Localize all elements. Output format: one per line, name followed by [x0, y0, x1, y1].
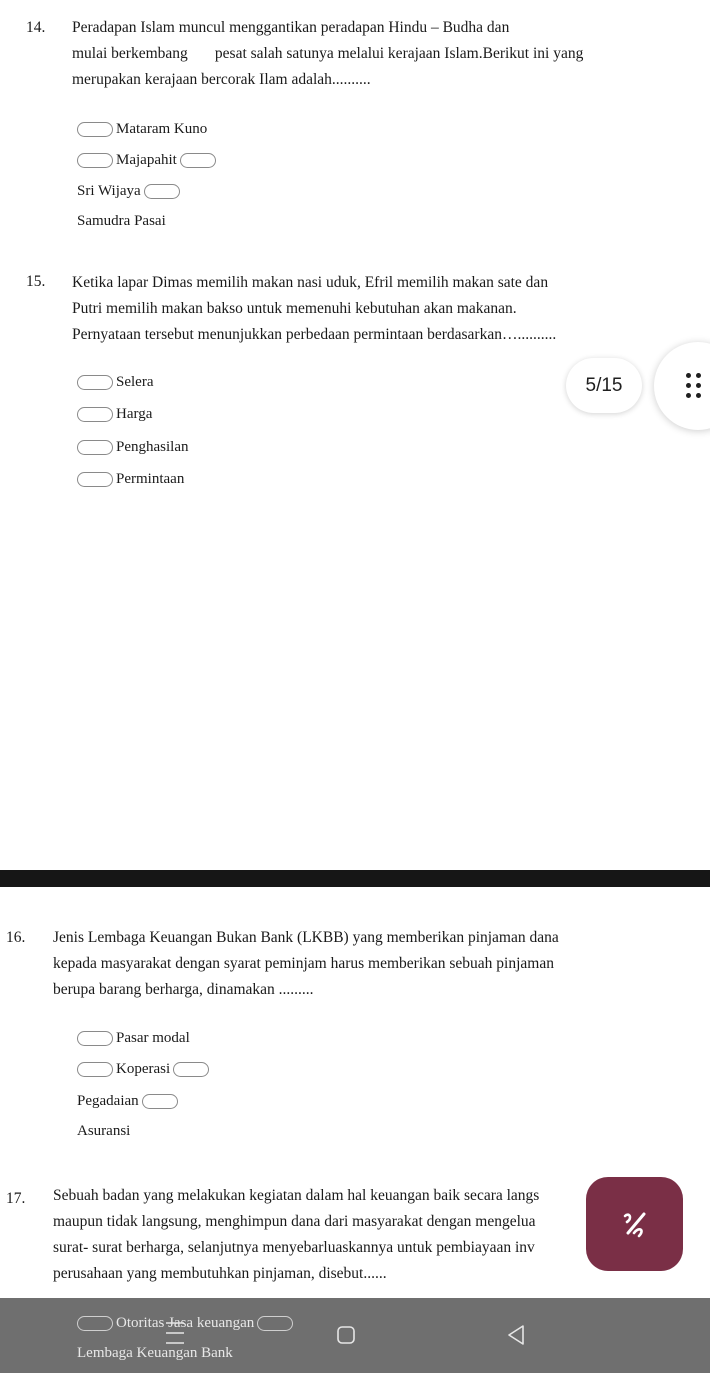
option-item[interactable]	[77, 1093, 178, 1110]
option-item[interactable]	[77, 121, 207, 138]
option-item[interactable]	[77, 1030, 190, 1047]
question-line: Ketika lapar Dimas memilih makan nasi uduk, Efril memilih makan sate dan	[72, 274, 549, 291]
option-item[interactable]	[77, 406, 152, 423]
option-oval-icon	[77, 472, 113, 487]
option-label: Otoritas Jasa keuangan	[116, 1315, 255, 1331]
option-oval-icon	[77, 440, 113, 455]
question-line: kepada masyarakat dengan syarat peminjam harus memberikan sebuah pinjaman	[53, 955, 554, 972]
option-oval-icon	[77, 1316, 113, 1331]
option-oval-icon	[77, 407, 113, 422]
option-oval-icon	[77, 122, 113, 137]
question-16-number: 16.	[6, 929, 26, 946]
menu-lines-icon	[164, 1318, 186, 1348]
question-14-number: 14.	[26, 19, 46, 36]
option-oval-icon	[173, 1062, 209, 1077]
option-item[interactable]	[77, 471, 184, 488]
question-16-text	[53, 925, 559, 1003]
option-label: Sri Wijaya	[77, 183, 141, 199]
question-line: berupa barang berharga, dinamakan .........	[53, 981, 314, 998]
option-label: Permintaan	[116, 471, 185, 487]
home-button[interactable]	[336, 1325, 356, 1345]
option-label: Penghasilan	[116, 439, 189, 455]
question-line: Pernyataan tersebut menunjukkan perbedaan permintaan berdasarkan…..........	[72, 326, 557, 343]
option-label: Pegadaian	[77, 1093, 139, 1109]
question-17-text	[53, 1183, 613, 1287]
option-label: Selera	[116, 374, 154, 390]
recent-apps-button[interactable]	[164, 1318, 186, 1348]
option-oval-icon	[77, 1062, 113, 1077]
option-label: Lembaga Keuangan Bank	[77, 1345, 233, 1361]
option-label: Koperasi	[116, 1061, 171, 1077]
option-oval-icon	[257, 1316, 293, 1331]
option-oval-icon	[142, 1094, 178, 1109]
option-item[interactable]	[77, 374, 153, 391]
home-square-icon	[336, 1325, 356, 1345]
option-item[interactable]	[77, 439, 189, 456]
edit-button[interactable]	[586, 1177, 683, 1271]
question-line: Peradapan Islam muncul menggantikan peradapan Hindu – Budha dan	[72, 19, 510, 36]
option-oval-icon	[144, 184, 180, 199]
page-counter: 5/15	[566, 358, 642, 413]
option-item[interactable]	[77, 152, 216, 169]
option-label: Mataram Kuno	[116, 121, 208, 137]
option-item[interactable]	[77, 1123, 130, 1140]
question-15-text	[72, 270, 556, 348]
question-line: mulai berkembang pesat salah satunya melalui kerajaan Islam.Berikut ini yang	[72, 45, 584, 62]
question-line: Putri memilih makan bakso untuk memenuhi kebutuhan akan makanan.	[72, 300, 517, 317]
option-oval-icon	[180, 153, 216, 168]
question-line: surat- surat berharga, selanjutnya menyebarluaskannya untuk pembiayaan inv	[53, 1239, 535, 1256]
option-item[interactable]	[77, 183, 180, 200]
question-line: perusahaan yang membutuhkan pinjaman, disebut......	[53, 1265, 387, 1282]
option-oval-icon	[77, 375, 113, 390]
option-item[interactable]	[77, 1345, 233, 1362]
grid-dots-icon	[686, 373, 706, 399]
question-line: merupakan kerajaan bercorak Ilam adalah..........	[72, 71, 371, 88]
back-button[interactable]	[506, 1324, 526, 1346]
viewer-menu-button[interactable]	[654, 342, 710, 430]
option-label: Samudra Pasai	[77, 213, 166, 229]
option-oval-icon	[77, 1031, 113, 1046]
option-label: Harga	[116, 406, 153, 422]
question-line: Jenis Lembaga Keuangan Bukan Bank (LKBB) yang memberikan pinjaman dana	[53, 929, 559, 946]
question-14-text	[72, 15, 583, 93]
question-17-number: 17.	[6, 1190, 26, 1207]
option-item[interactable]	[77, 1061, 209, 1078]
option-label: Majapahit	[116, 152, 177, 168]
option-oval-icon	[77, 153, 113, 168]
question-line: Sebuah badan yang melakukan kegiatan dalam hal keuangan baik secara langs	[53, 1187, 540, 1204]
option-label: Asuransi	[77, 1123, 131, 1139]
option-label: Pasar modal	[116, 1030, 190, 1046]
question-15-number: 15.	[26, 273, 46, 290]
system-navigation-bar	[0, 1298, 710, 1373]
option-item[interactable]	[77, 213, 166, 230]
question-line: maupun tidak langsung, menghimpun dana dari masyarakat dengan mengelua	[53, 1213, 536, 1230]
pen-edit-icon	[617, 1206, 653, 1242]
page-divider	[0, 870, 710, 887]
back-triangle-icon	[506, 1324, 526, 1346]
